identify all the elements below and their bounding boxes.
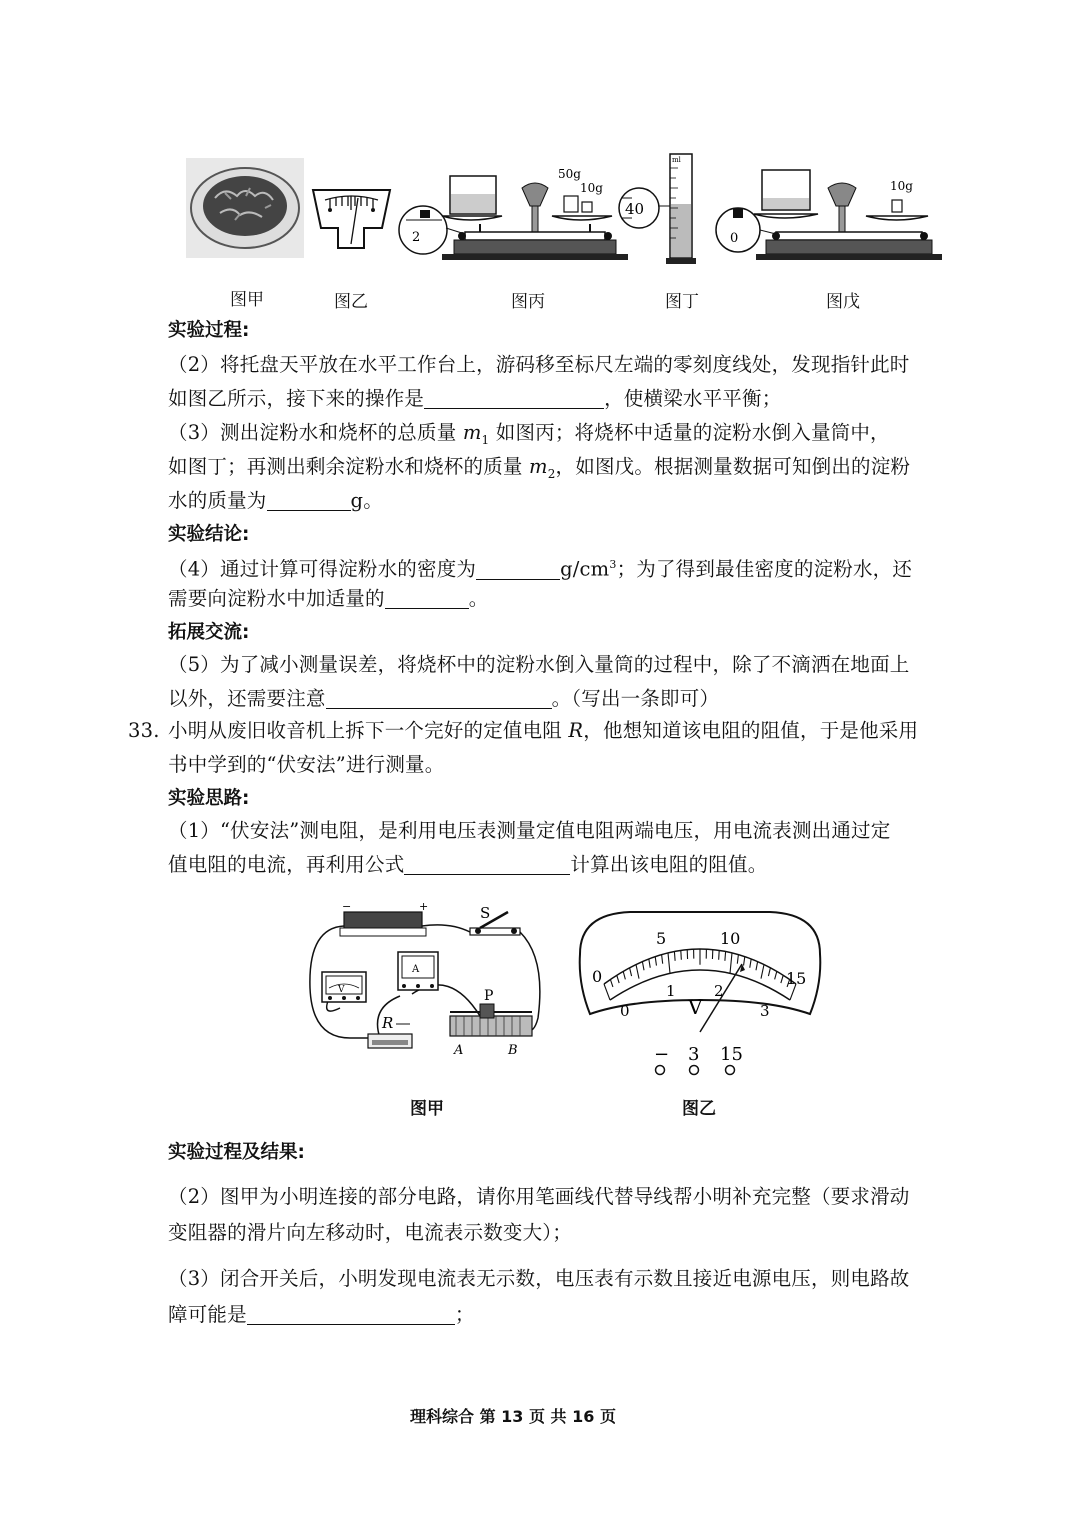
bottom-scale-3: 3 (760, 1002, 770, 1020)
q5-line2-prefix: 以外，还需要注意 (168, 687, 326, 710)
q1-line2-suffix: 计算出该电阻的阻值。 (570, 853, 768, 876)
answer-blank-formula[interactable] (404, 852, 570, 875)
q1-line2-prefix: 值电阻的电流，再利用公式 (168, 853, 405, 876)
p3-line1: （3）闭合开关后，小明发现电流表无示数，电压表有示数且接近电源电压，则电路故 (168, 1267, 910, 1290)
answer-blank-q4a[interactable] (476, 557, 560, 580)
balance-wu (716, 170, 942, 260)
dial-tick (719, 950, 720, 959)
answer-blank-q2[interactable] (424, 386, 604, 409)
p3-line2 (168, 1298, 475, 1332)
q33-line1 (168, 714, 918, 748)
top-scale-10: 10 (720, 929, 741, 948)
q4-line2 (168, 582, 488, 616)
rider-value-wu: 0 (730, 231, 739, 246)
bottom-scale-1: 1 (666, 982, 676, 1000)
weight-wu-label: 10g (890, 179, 913, 193)
q2-line2-suffix: ，使横梁水平平衡； (604, 387, 782, 410)
caption-jia-mid: 图甲 (410, 1099, 444, 1119)
voltmeter-dial-figure (570, 904, 830, 1084)
q3-line2-suffix: ，如图戊。根据测量数据可知倒出的淀粉 (555, 455, 911, 478)
switch-label: S (480, 904, 491, 922)
top-scale-15: 15 (786, 969, 807, 988)
terminal-minus-post[interactable] (656, 1066, 665, 1075)
terminal-3: 3 (688, 1044, 700, 1065)
dial-tick (725, 951, 726, 960)
p3-line2-suffix: ； (454, 1303, 475, 1326)
p2-line2: 变阻器的滑片向左移动时，电流表示数变大）； (168, 1221, 572, 1244)
svg-text:−: − (342, 900, 352, 913)
end-b-label: B (508, 1043, 518, 1058)
q4-line1-suffix: ；为了得到最佳密度的淀粉水，还 (616, 557, 913, 581)
answer-blank-q3[interactable] (267, 488, 351, 511)
caption-jia-top: 图甲 (230, 290, 264, 310)
answer-blank-fault[interactable] (247, 1302, 455, 1325)
bottom-scale-0: 0 (620, 1002, 630, 1020)
caption-ding: 图丁 (665, 292, 699, 312)
caption-yi-top: 图乙 (334, 292, 368, 312)
q2-line2 (168, 382, 781, 416)
q3-line3-prefix: 水的质量为 (168, 489, 267, 512)
q3-line2-prefix: 如图丁；再测出剩余淀粉水和烧杯的质量 (168, 455, 529, 478)
caption-yi-mid: 图乙 (682, 1099, 716, 1119)
dial-tick (674, 951, 675, 960)
q1-line2 (168, 848, 767, 882)
q4-line1 (168, 548, 912, 587)
cylinder-unit: ml (672, 156, 681, 164)
terminal-minus: − (654, 1044, 670, 1065)
q4-line2-prefix: 需要向淀粉水中加适量的 (168, 587, 385, 610)
q33-line2: 书中学到的“伏安法”进行测量。 (168, 753, 445, 776)
voltmeter-dial (570, 904, 830, 1084)
q4-unit: g/cm (560, 557, 610, 581)
q5-line2 (168, 682, 719, 716)
q2-line2-prefix: 如图乙所示，接下来的操作是 (168, 387, 425, 410)
slider-label: P (484, 988, 494, 1004)
dial-tick (681, 950, 682, 959)
balance-bing (399, 167, 628, 260)
ammeter-symbol: A (412, 964, 420, 975)
caption-bing: 图丙 (511, 292, 545, 312)
pointer-scale (313, 190, 390, 248)
var-m1: m (462, 421, 482, 444)
voltmeter-symbol: V (338, 985, 345, 995)
caption-wu: 图戊 (826, 292, 860, 312)
terminal-3-post[interactable] (690, 1066, 699, 1075)
heading-conclusion: 实验结论: (168, 524, 250, 545)
answer-blank-q5[interactable] (326, 686, 552, 709)
weight-50g-label: 50g (558, 167, 581, 181)
measuring-cylinder (619, 154, 696, 264)
var-m2: m (529, 455, 548, 478)
q4-line1-prefix: （4）通过计算可得淀粉水的密度为 (168, 557, 477, 581)
q33-line1-suffix: ，他想知道该电阻的阻值，于是他采用 (583, 719, 919, 742)
heading-process-1: 实验过程: (168, 320, 250, 341)
terminal-15-post[interactable] (726, 1066, 735, 1075)
weight-10g-label: 10g (580, 181, 603, 195)
q5-line1: （5）为了减小测量误差，将烧杯中的淀粉水倒入量筒的过程中，除了不滴洒在地面上 (168, 653, 910, 676)
cylinder-reading: 40 (625, 200, 645, 218)
terminal-15: 15 (720, 1044, 743, 1065)
p3-line2-prefix: 障可能是 (168, 1303, 247, 1326)
answer-blank-q4b[interactable] (385, 586, 469, 609)
top-scale-0: 0 (592, 967, 603, 986)
top-scale-5: 5 (656, 929, 667, 948)
q2-line1: （2）将托盘天平放在水平工作台上，游码移至标尺左端的零刻度线处，发现指针此时 (168, 353, 910, 376)
q3-line3 (168, 484, 383, 518)
heading-process-2: 实验过程及结果: (168, 1142, 305, 1163)
q33-number: 33. (128, 719, 160, 742)
q3-line1-prefix: （3）测出淀粉水和烧杯的总质量 (168, 421, 463, 444)
plate-photo (186, 158, 304, 258)
page-footer: 理科综合 第 13 页 共 16 页 (410, 1407, 616, 1426)
q4-line2-suffix: 。 (468, 587, 489, 610)
q33-line1-prefix: 小明从废旧收音机上拆下一个完好的定值电阻 (168, 719, 569, 742)
circuit-diagram (300, 898, 560, 1078)
q5-line2-suffix: 。（写出一条即可） (551, 687, 720, 710)
q3-line1-suffix: 如图丙；将烧杯中适量的淀粉水倒入量筒中， (489, 421, 890, 444)
var-m1-sub: 1 (481, 432, 490, 447)
circuit-figure (300, 898, 560, 1078)
bottom-scale-2: 2 (714, 982, 724, 1000)
p2-line1: （2）图甲为小明连接的部分电路，请你用笔画线代替导线帮小明补充完整（要求滑动 (168, 1185, 910, 1208)
q1-line1: （1）“伏安法”测电阻，是利用电压表测量定值电阻两端电压，用电流表测出通过定 (168, 819, 891, 842)
end-a-label: A (454, 1043, 464, 1058)
rider-value-bing: 2 (412, 230, 421, 245)
q4-unit-sup: 3 (609, 558, 617, 571)
meter-unit: V (688, 995, 703, 1019)
var-r: R (568, 719, 584, 742)
svg-text:+: + (419, 900, 429, 913)
var-m2-sub: 2 (547, 466, 556, 481)
resistor-label: R (382, 1014, 394, 1032)
heading-extension: 拓展交流: (168, 622, 250, 643)
heading-idea: 实验思路: (168, 788, 250, 809)
q3-line3-suffix: g。 (350, 489, 383, 512)
